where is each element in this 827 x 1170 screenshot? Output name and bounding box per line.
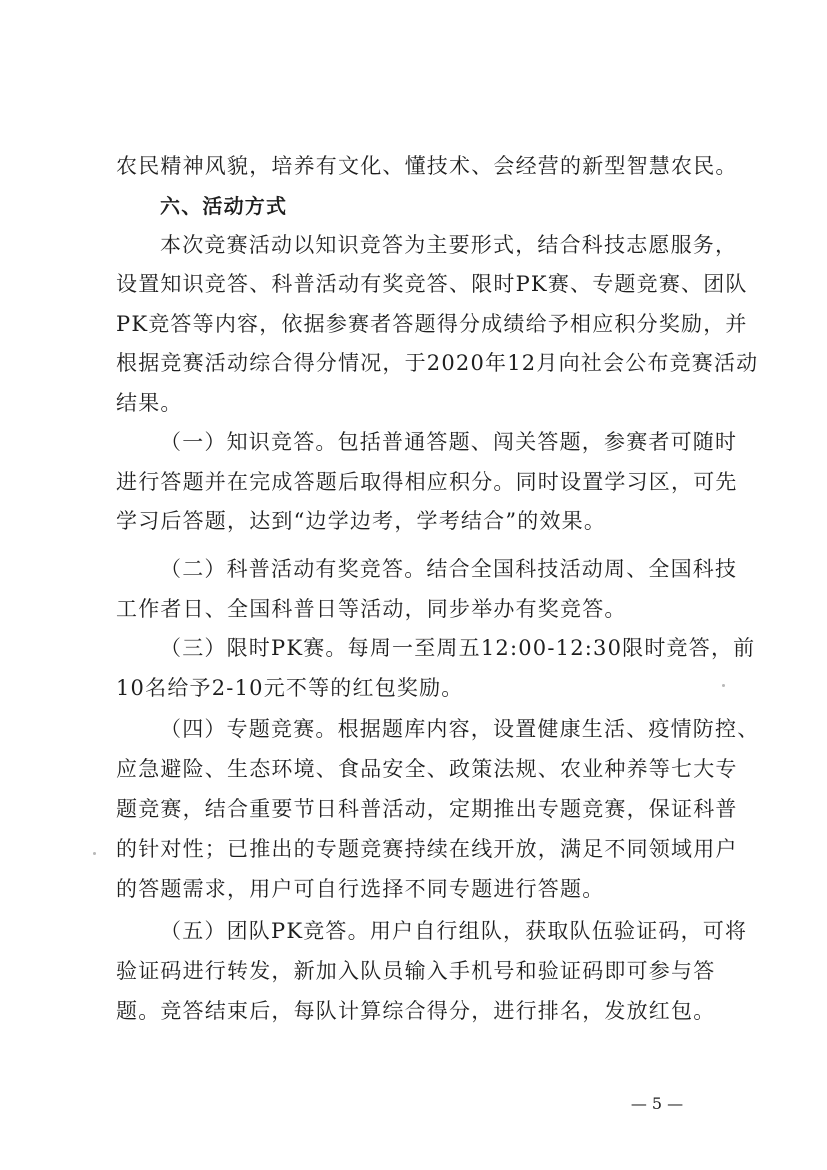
paragraph-line: 结果。 (116, 391, 183, 415)
paragraph-line: （四）专题竞赛。根据题库内容，设置健康生活、疫情防控、 (160, 717, 760, 741)
scan-speck (93, 852, 96, 855)
paragraph-line: 题竞赛，结合重要节日科普活动，定期推出专题竞赛，保证科普 (116, 797, 738, 821)
page-number: — 5 — (630, 1094, 684, 1113)
scan-speck (722, 684, 725, 687)
paragraph-line: 题。竞答结束后，每队计算综合得分，进行排名，发放红包。 (116, 999, 716, 1023)
paragraph-line: （二）科普活动有奖竞答。结合全国科技活动周、全国科技 (160, 557, 738, 581)
paragraph-line: 学习后答题，达到“边学边考，学考结合”的效果。 (116, 509, 607, 533)
paragraph-line: 进行答题并在完成答题后取得相应积分。同时设置学习区，可先 (116, 470, 738, 494)
paragraph-line: 根据竞赛活动综合得分情况，于2020年12月向社会公布竞赛活动 (116, 351, 759, 375)
paragraph-line: 的答题需求，用户可自行选择不同专题进行答题。 (116, 877, 605, 901)
paragraph-line: PK竞答等内容，依据参赛者答题得分成绩给予相应积分奖励，并 (116, 312, 748, 336)
paragraph-line: 10名给予2-10元不等的红包奖励。 (116, 676, 464, 700)
paragraph-line: 应急避险、生态环境、食品安全、政策法规、农业种养等七大专 (116, 757, 738, 781)
paragraph-line: （三）限时PK赛。每周一至周五12:00-12:30限时竞答，前 (160, 636, 756, 660)
paragraph-line: （一）知识竞答。包括普通答题、闯关答题，参赛者可随时 (160, 430, 738, 454)
paragraph-line: 工作者日、全国科普日等活动，同步举办有奖竞答。 (116, 597, 627, 621)
paragraph-line: 本次竞赛活动以知识竞答为主要形式，结合科技志愿服务， (160, 233, 738, 257)
paragraph-line: 的针对性；已推出的专题竞赛持续在线开放，满足不同领域用户 (116, 837, 738, 861)
paragraph-line: 验证码进行转发，新加入队员输入手机号和验证码即可参与答 (116, 959, 716, 983)
paragraph-line: 设置知识竞答、科普活动有奖竞答、限时PK赛、专题竞赛、团队 (116, 272, 748, 296)
paragraph-line: （五）团队PK竞答。用户自行组队，获取队伍验证码，可将 (160, 919, 748, 943)
paragraph-line: 农民精神风貌，培养有文化、懂技术、会经营的新型智慧农民。 (116, 154, 738, 178)
section-heading: 六、活动方式 (160, 194, 288, 218)
